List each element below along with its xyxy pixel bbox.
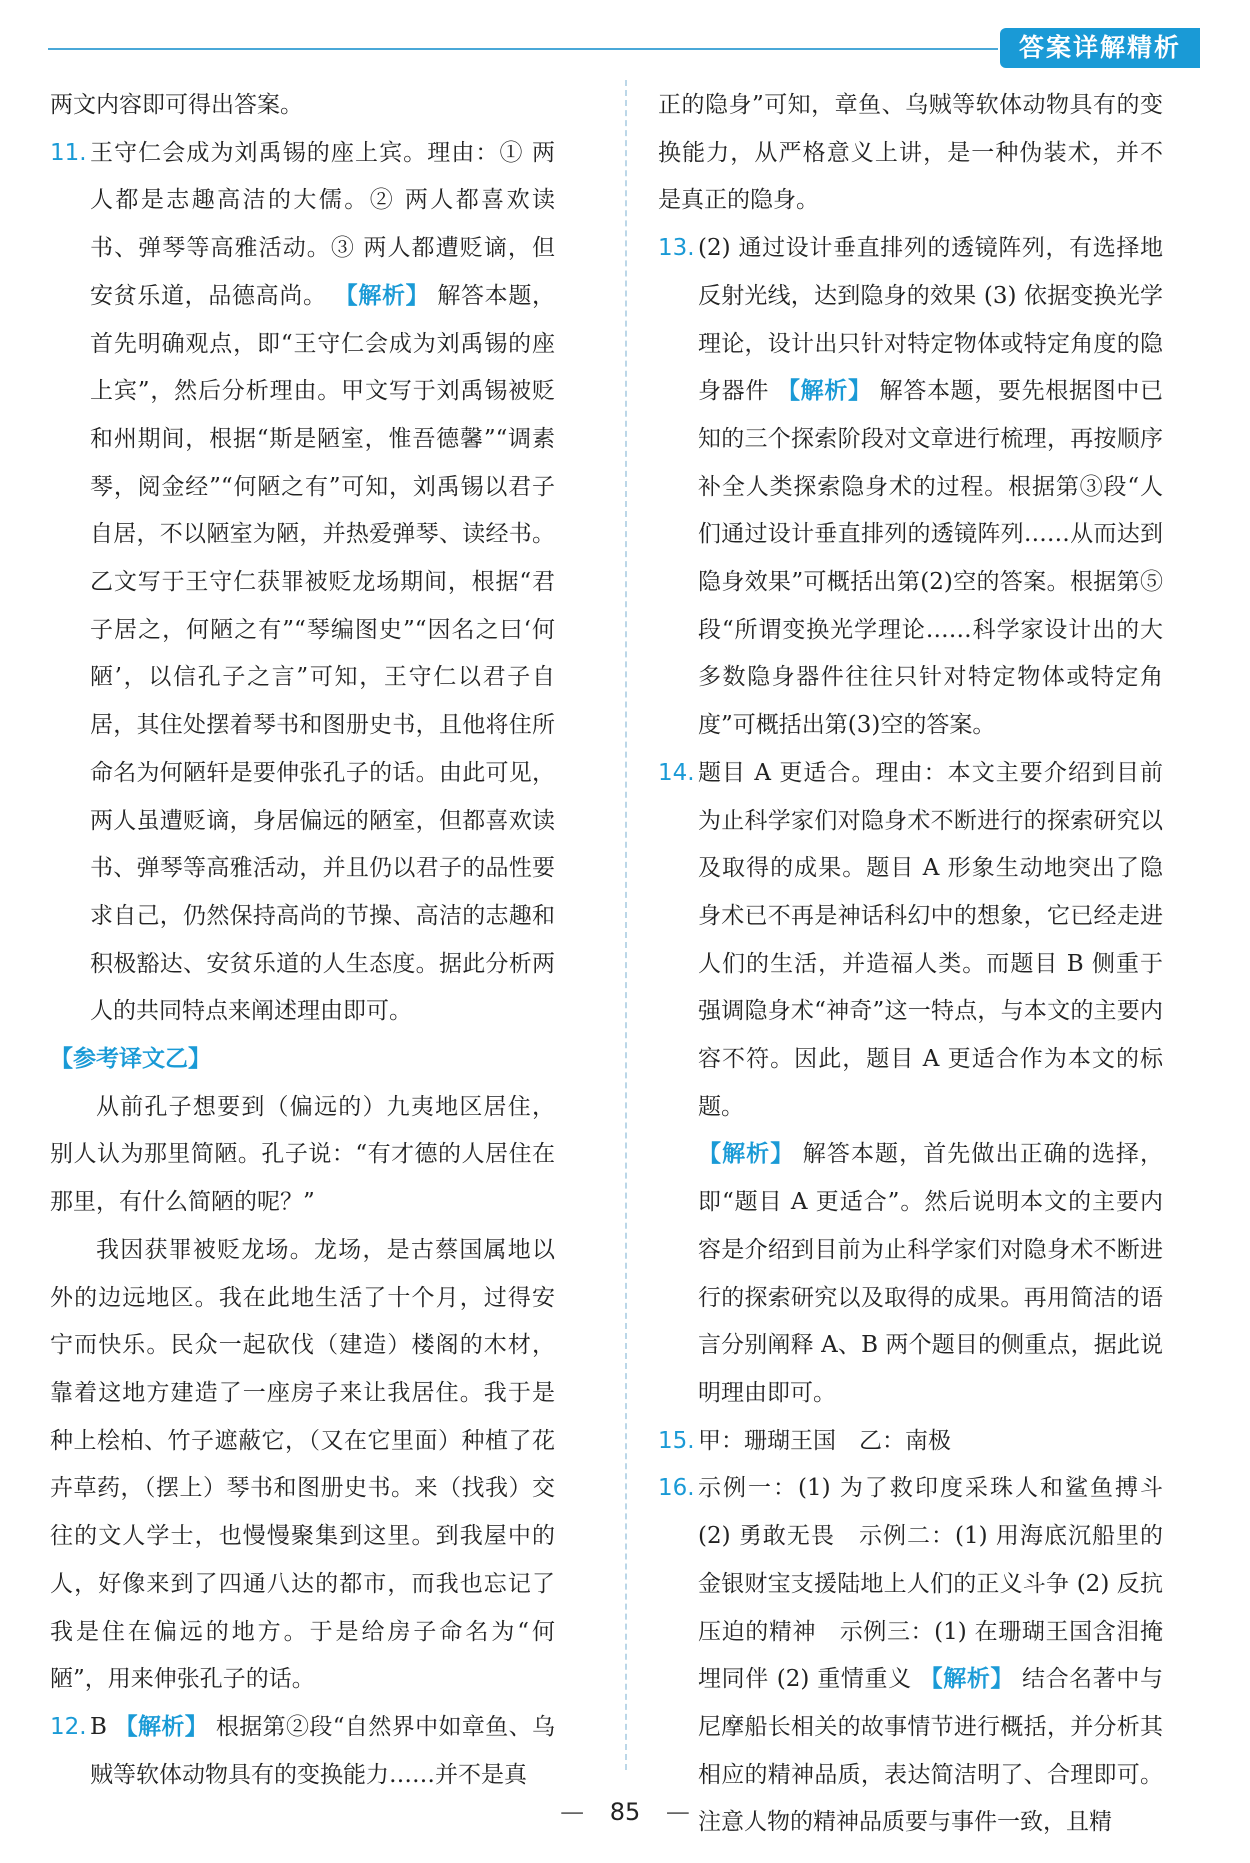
question-number: 15. [658, 1427, 695, 1454]
footer-dash: — [560, 1798, 585, 1826]
question-number: 11. [50, 139, 87, 166]
answer-text: 王守仁会成为刘禹锡的座上宾。理由：① 两人都是志趣高洁的大儒。② 两人都喜欢读书、弹琴等高雅活动。③ 两人都遭贬谪，但安贫乐道，品德高尚。 [90, 139, 555, 309]
answer-text: B [90, 1713, 107, 1740]
translation-paragraph: 我因获罪被贬龙场。龙场，是古蔡国属地以外的边远地区。我在此地生活了十个月，过得安宁而快乐。民众一起砍伐（建造）楼阁的木材，靠着这地方建造了一座房子来让我居住。我于是种上桧柏、竹子遮蔽它，（又在它里面）种植了花卉草药，（摆上）琴书和图册史书。来（找我）交往的文人学士，也慢慢聚集到这里。到我屋中的人，好像来到了四通八达的都市，而我也忘记了我是住在偏远的地方。于是给房子命名为“何陋”，用来伸张孔子的话。 [50, 1236, 555, 1693]
analysis-tag: 【解析】 [334, 282, 430, 309]
continued-text: 正的隐身”可知，章鱼、乌贼等软体动物具有的变换能力，从严格意义上讲，是一种伪装术，并不是真正的隐身。 [658, 92, 1163, 214]
footer-dash: — [665, 1798, 690, 1826]
left-column [50, 82, 555, 1799]
reference-title: 【参考译文乙】 [50, 1046, 211, 1073]
translation-paragraph: 从前孔子想要到（偏远的）九夷地区居住，别人认为那里简陋。孔子说：“有才德的人居住在那里，有什么简陋的呢？” [50, 1093, 555, 1216]
question-number: 12. [50, 1713, 87, 1740]
question-12 [50, 1704, 555, 1799]
answer-text: 甲：珊瑚王国 乙：南极 [698, 1427, 951, 1454]
question-11 [50, 130, 555, 1036]
question-13 [658, 225, 1163, 750]
question-16 [658, 1465, 1163, 1847]
analysis-text: 根据第②段“自然界中如章鱼、乌贼等软体动物具有的变换能力……并不是真 [90, 1713, 556, 1788]
analysis-text: 解答本题，首先做出正确的选择，即“题目 A 更适合”。然后说明本文的主要内容是介绍到目前为止科学家们对隐身术不断进行的探索研究以及取得的成果。再用简洁的语言分别阐释 A、B 两个题目的侧重点，据此说明理由即可。 [698, 1141, 1164, 1406]
header-tag: 答案详解精析 [1000, 28, 1200, 68]
question-number: 13. [658, 235, 695, 262]
column-divider [625, 80, 627, 1770]
analysis-tag: 【解析】 [698, 1141, 795, 1168]
answer-text: 示例一：(1) 为了救印度采珠人和鲨鱼搏斗 (2) 勇敢无畏 示例二：(1) 用海底沉船里的金银财宝支援陆地上人们的正义斗争 (2) 反抗压迫的精神 示例三：(1) 在珊瑚王国含泪掩埋同伴 (2) 重情重义 [698, 1475, 1163, 1693]
analysis-text: 解答本题，首先明确观点，即“王守仁会成为刘禹锡的座上宾”，然后分析理由。甲文写于刘禹锡被贬和州期间，根据“斯是陋室，惟吾德馨”“调素琴，阅金经”“何陋之有”可知，刘禹锡以君子自居，不以陋室为陋，并热爱弹琴、读经书。乙文写于王守仁获罪被贬龙场期间，根据“君子居之，何陋之有”“琴编图史”“因名之曰‘何陋’，以信孔子之言”可知，王守仁以君子自居，其住处摆着琴书和图册史书，且他将住所命名为何陋轩是要伸张孔子的话。由此可见，两人虽遭贬谪，身居偏远的陋室，但都喜欢读书、弹琴等高雅活动，并且仍以君子的品性要求自己，仍然保持高尚的节操、高洁的志趣和积极豁达、安贫乐道的人生态度。据此分析两人的共同特点来阐述理由即可。 [90, 282, 556, 1025]
reference-translation [50, 1036, 555, 1704]
analysis-text: 结合名著中与尼摩船长相关的故事情节进行概括，并分析其相应的精神品质，表达简洁明了、合理即可。注意人物的精神品质要与事件一致，且精 [698, 1666, 1164, 1836]
analysis-tag: 【解析】 [919, 1666, 1015, 1693]
answer-text: (2) 通过设计垂直排列的透镜阵列，有选择地反射光线，达到隐身的效果 (3) 依据变换光学理论，设计出只针对特定物体或特定角度的隐身器件 [698, 235, 1163, 405]
question-number: 16. [658, 1475, 695, 1502]
question-15 [658, 1418, 1163, 1466]
answer-text: 题目 A 更适合。理由：本文主要介绍到目前为止科学家们对隐身术不断进行的探索研究以及取得的成果。题目 A 形象生动地突出了隐身术已不再是神话科幻中的想象，它已经走进人们的生活，并造福人类。而题目 B 侧重于强调隐身术“神奇”这一特点，与本文的主要内容不符。因此，题目 A 更适合作为本文的标题。 [698, 759, 1163, 1120]
page-footer [0, 1798, 1250, 1826]
analysis-tag: 【解析】 [114, 1713, 209, 1740]
right-column [658, 82, 1163, 1847]
continued-text: 两文内容即可得出答案。 [50, 92, 303, 118]
header-rule [48, 48, 998, 50]
analysis-tag: 【解析】 [777, 378, 872, 405]
page-number: 85 [609, 1798, 641, 1826]
question-number: 14. [658, 759, 695, 786]
question-14 [658, 750, 1163, 1418]
analysis-text: 解答本题，要先根据图中已知的三个探索阶段对文章进行梳理，再按顺序补全人类探索隐身术的过程。根据第③段“人们通过设计垂直排列的透镜阵列……从而达到隐身效果”可概括出第(2)空的答案。根据第⑤段“所谓变换光学理论……科学家设计出的大多数隐身器件往往只针对特定物体或特定角度”可概括出第(3)空的答案。 [698, 378, 1164, 739]
